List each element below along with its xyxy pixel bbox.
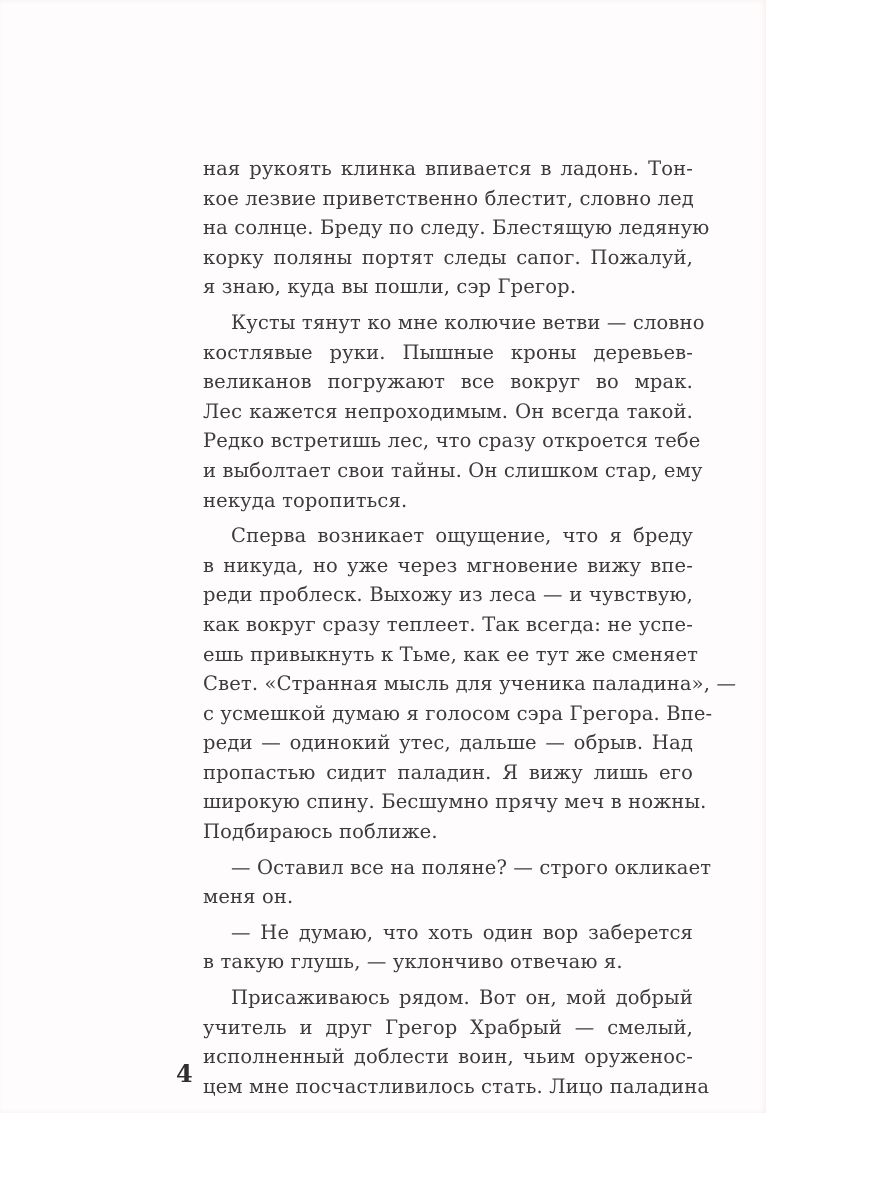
text-line: пропастью сидит паладин. Я вижу лишь его <box>203 760 693 784</box>
text-line: Лес кажется непроходимым. Он всегда такой. <box>203 399 693 423</box>
text-line: Кусты тянут ко мне колючие ветви — словно <box>231 310 705 334</box>
text-line: корку поляны портят следы сапог. Пожалуй, <box>203 245 693 269</box>
paragraph-1 <box>203 154 710 302</box>
paragraph-5 <box>203 918 693 977</box>
text-line: ная рукоять клинка впивается в ладонь. Тон- <box>203 157 693 180</box>
text-line: я знаю, куда вы пошли, сэр Грегор. <box>203 275 577 299</box>
text-line: костлявые руки. Пышные кроны деревьев- <box>203 340 693 364</box>
text-line: великанов погружают все вокруг во мрак. <box>203 370 693 394</box>
text-line: Свет. «Странная мысль для ученика паладина», — <box>203 672 737 696</box>
paragraph-4 <box>203 853 712 912</box>
paragraph-2 <box>203 308 705 515</box>
text-line: на солнце. Бреду по следу. Блестящую ледяную <box>203 216 710 240</box>
paragraph-3 <box>203 521 737 847</box>
text-line: Редко встретишь лес, что сразу откроется тебе <box>203 429 701 453</box>
text-line: исполненный доблести воин, чьим оруженос- <box>203 1045 693 1069</box>
text-line: реди проблеск. Выхожу из леса — и чувствую, <box>203 583 693 607</box>
text-line: в никуда, но уже через мгновение вижу впе- <box>203 553 693 577</box>
text-line: учитель и друг Грегор Храбрый — смелый, <box>203 1015 693 1039</box>
text-line: Присаживаюсь рядом. Вот он, мой добрый <box>231 986 693 1010</box>
text-line: Подбираюсь поближе. <box>203 820 438 844</box>
text-line: меня он. <box>203 885 294 909</box>
text-line: как вокруг сразу теплеет. Так всегда: не успе- <box>203 612 693 636</box>
text-line: и выболтает свои тайны. Он слишком стар, ему <box>203 458 703 482</box>
text-line: с усмешкой думаю я голосом сэра Грегора. Впе- <box>203 701 713 725</box>
text-line: широкую спину. Бесшумно прячу меч в ножны. <box>203 790 707 814</box>
text-line: некуда торопиться. <box>203 488 408 512</box>
text-line: Сперва возникает ощущение, что я бреду <box>231 524 693 548</box>
paragraph-6 <box>203 983 710 1101</box>
text-line: ешь привыкнуть к Тьме, как ее тут же сменяет <box>203 642 699 666</box>
text-line: — Не думаю, что хоть один вор заберется <box>231 920 693 944</box>
page-number: 4 <box>176 1059 193 1088</box>
text-line: кое лезвие приветственно блестит, словно лед <box>203 186 694 210</box>
text-line: в такую глушь, — уклончиво отвечаю я. <box>203 950 623 974</box>
text-line: реди — одинокий утес, дальше — обрыв. Над <box>203 731 693 755</box>
text-line: — Оставил все на поляне? — строго окликает <box>231 855 712 879</box>
text-line: цем мне посчастливилось стать. Лицо паладина <box>203 1074 710 1098</box>
body-text <box>203 154 737 1107</box>
